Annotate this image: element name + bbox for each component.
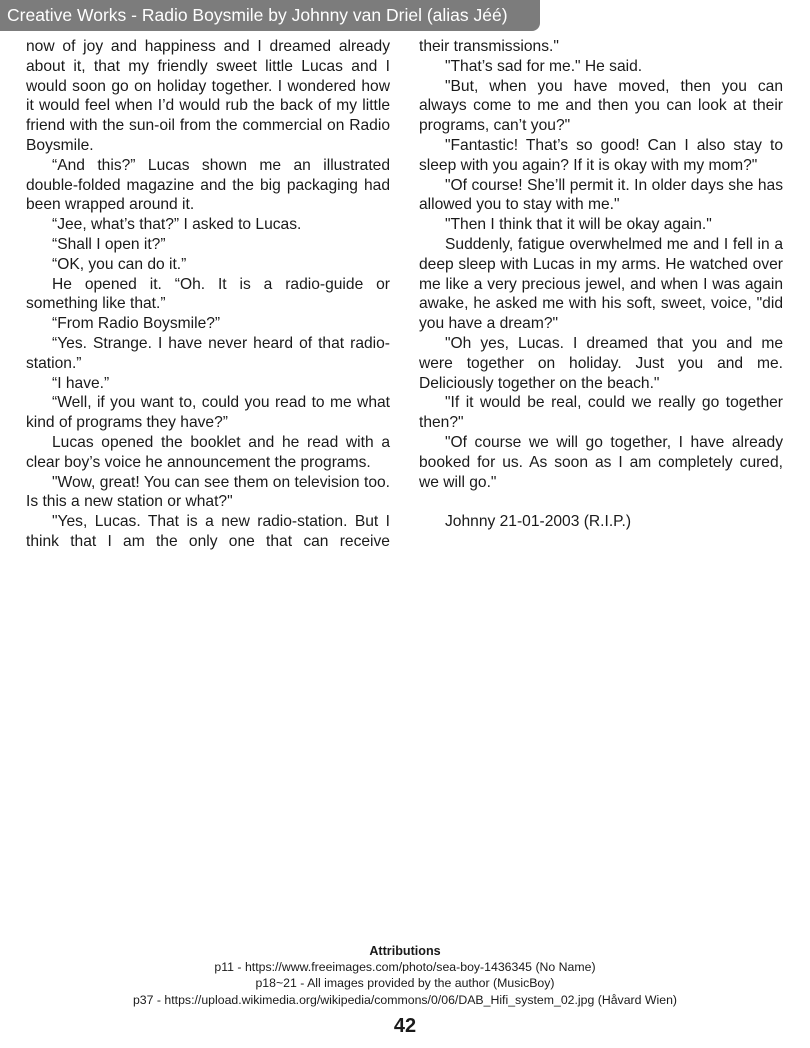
page-number: 42	[393, 1015, 417, 1037]
paragraph: “From Radio Boysmile?”	[52, 315, 221, 333]
paragraph: "Then I think that it will be okay again."	[445, 216, 712, 234]
paragraph: "If it would be real, could we really go together then?"	[419, 394, 783, 432]
header-title: Creative Works - Radio Boysmile by Johnny van Driel (alias Jéé)	[7, 5, 508, 25]
attribution-line: p18~21 - All images provided by the author (MusicBoy)	[255, 976, 555, 991]
paragraph: Suddenly, fatigue overwhelmed me and I fell in a deep sleep with Lucas in my arms. He watched over me like a very precious jewel, and when I was again awake, he asked me with his soft, sweet, voice, "did you have a dream?"	[419, 235, 783, 333]
paragraph: "Yes, Lucas. That is a new radio-station. But I think that I am the only one that can receive	[26, 513, 390, 550]
paragraph: Lucas opened the booklet and he read with a clear boy’s voice he announcement the programs.	[26, 433, 390, 471]
paragraph: "But, when you have moved, then you can always come to me and then you can look at their programs, can’t you?"	[419, 77, 783, 135]
paragraph: “I have.”	[52, 374, 110, 392]
paragraph: now of joy and happiness and I dreamed already about it, that my friendly sweet little Lucas and I would soon go on holiday together. I wondered how it would feel when I’d would rub the back of my little friend with the sun-oil from the commercial on Radio Boysmile.	[26, 38, 390, 154]
paragraph: “Jee, what’s that?” I asked to Lucas.	[52, 216, 302, 234]
paragraph: "Wow, great! You can see them on television too. Is this a new station or what?"	[26, 473, 390, 511]
paragraph: “OK, you can do it.”	[52, 255, 187, 273]
story-column-right	[419, 37, 783, 532]
paragraph: their transmissions."	[419, 38, 559, 55]
story-column-left	[26, 37, 390, 552]
paragraph: "Of course! She’ll permit it. In older days she has allowed you to stay with me."	[419, 176, 783, 214]
paragraph: “And this?” Lucas shown me an illustrated double-folded magazine and the big packaging had been wrapped around it.	[26, 156, 390, 214]
paragraph: "Fantastic! That’s so good! Can I also stay to sleep with you again? If it is okay with my mom?"	[419, 136, 783, 174]
paragraph: "That’s sad for me." He said.	[445, 57, 643, 75]
header-banner	[0, 0, 540, 31]
attribution-line: p37 - https://upload.wikimedia.org/wikipedia/commons/0/06/DAB_Hifi_system_02.jpg (Håvard Wien)	[132, 992, 678, 1007]
signature: Johnny 21-01-2003 (R.I.P.)	[445, 513, 632, 531]
paragraph: “Yes. Strange. I have never heard of that radio-station.”	[26, 334, 390, 372]
paragraph: “Well, if you want to, could you read to me what kind of programs they have?”	[26, 394, 390, 432]
paragraph: "Oh yes, Lucas. I dreamed that you and me were together on holiday. Just you and me. Deliciously together on the beach."	[419, 334, 783, 392]
paragraph: “Shall I open it?”	[52, 235, 166, 253]
attributions-title: Attributions	[369, 944, 441, 958]
paragraph: He opened it. “Oh. It is a radio-guide or something like that.”	[26, 275, 390, 313]
attribution-line: p11 - https://www.freeimages.com/photo/sea-boy-1436345 (No Name)	[214, 960, 596, 975]
paragraph: "Of course we will go together, I have already booked for us. As soon as I am completely cured, we will go."	[419, 433, 783, 491]
attributions	[0, 943, 810, 1008]
